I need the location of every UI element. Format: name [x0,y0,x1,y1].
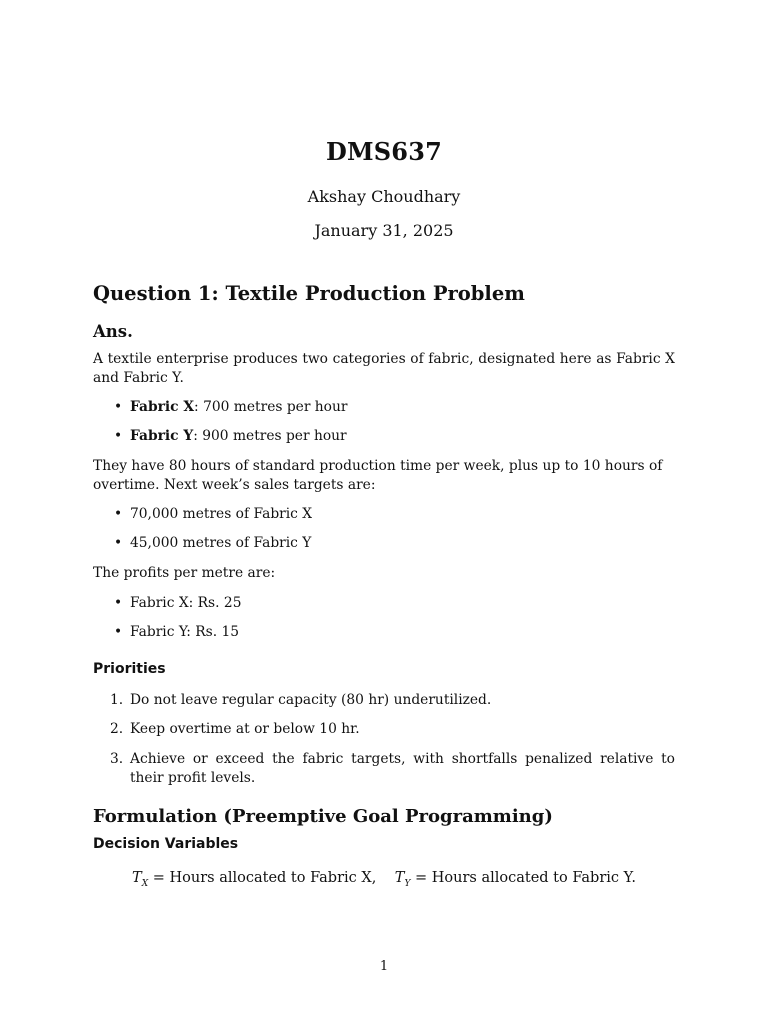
rate-text: : 700 metres per hour [194,399,348,415]
document-date: January 31, 2025 [314,221,454,240]
decision-variables-heading: Decision Variables [93,836,239,852]
bullet-icon: • [114,506,123,522]
formulation-heading: Formulation (Preemptive Goal Programming) [93,806,553,827]
bullet-icon: • [114,595,123,611]
profits-intro: The profits per metre are: [93,565,276,581]
decision-variables-equation [0,870,768,889]
profit-item-y: Fabric Y: Rs. 15 [130,624,240,640]
author-name: Akshay Choudhary [307,187,461,206]
ty-subscript: Y [404,878,411,889]
tx-definition: = Hours allocated to Fabric X, [148,870,377,886]
priority-number: 2. [110,721,124,737]
bullet-icon: • [114,624,123,640]
ty-definition: = Hours allocated to Fabric Y. [410,870,636,886]
document-title: DMS637 [325,137,442,166]
rate-text: : 900 metres per hour [193,428,347,444]
page-number: 1 [379,959,389,974]
bullet-icon: • [114,535,123,551]
priority-item: Achieve or exceed the fabric targets, with shortfalls penalized relative to their profit levels. [130,751,675,786]
profit-item-x: Fabric X: Rs. 25 [130,595,242,611]
rate-label: Fabric X [130,399,195,415]
capacity-paragraph: They have 80 hours of standard production time per week, plus up to 10 hours of overtime. Next week’s sales targets are: [93,458,663,493]
target-item-y: 45,000 metres of Fabric Y [130,535,312,551]
priority-item: Keep overtime at or below 10 hr. [130,721,360,737]
intro-paragraph: A textile enterprise produces two categories of fabric, designated here as Fabric X and Fabric Y. [93,351,675,386]
bullet-icon: • [114,428,123,444]
bullet-icon: • [114,399,123,415]
tx-symbol: T [132,870,142,886]
priority-number: 3. [110,751,124,767]
priorities-heading: Priorities [93,661,166,677]
priority-item: Do not leave regular capacity (80 hr) underutilized. [130,692,492,708]
answer-heading: Ans. [93,322,133,341]
rate-label: Fabric Y [130,428,194,444]
priority-number: 1. [110,692,124,708]
list-item [130,398,675,417]
tx-subscript: X [141,878,149,889]
list-item [130,427,675,446]
target-item-x: 70,000 metres of Fabric X [130,506,313,522]
ty-symbol: T [394,870,405,886]
section-heading-question1: Question 1: Textile Production Problem [93,282,525,305]
